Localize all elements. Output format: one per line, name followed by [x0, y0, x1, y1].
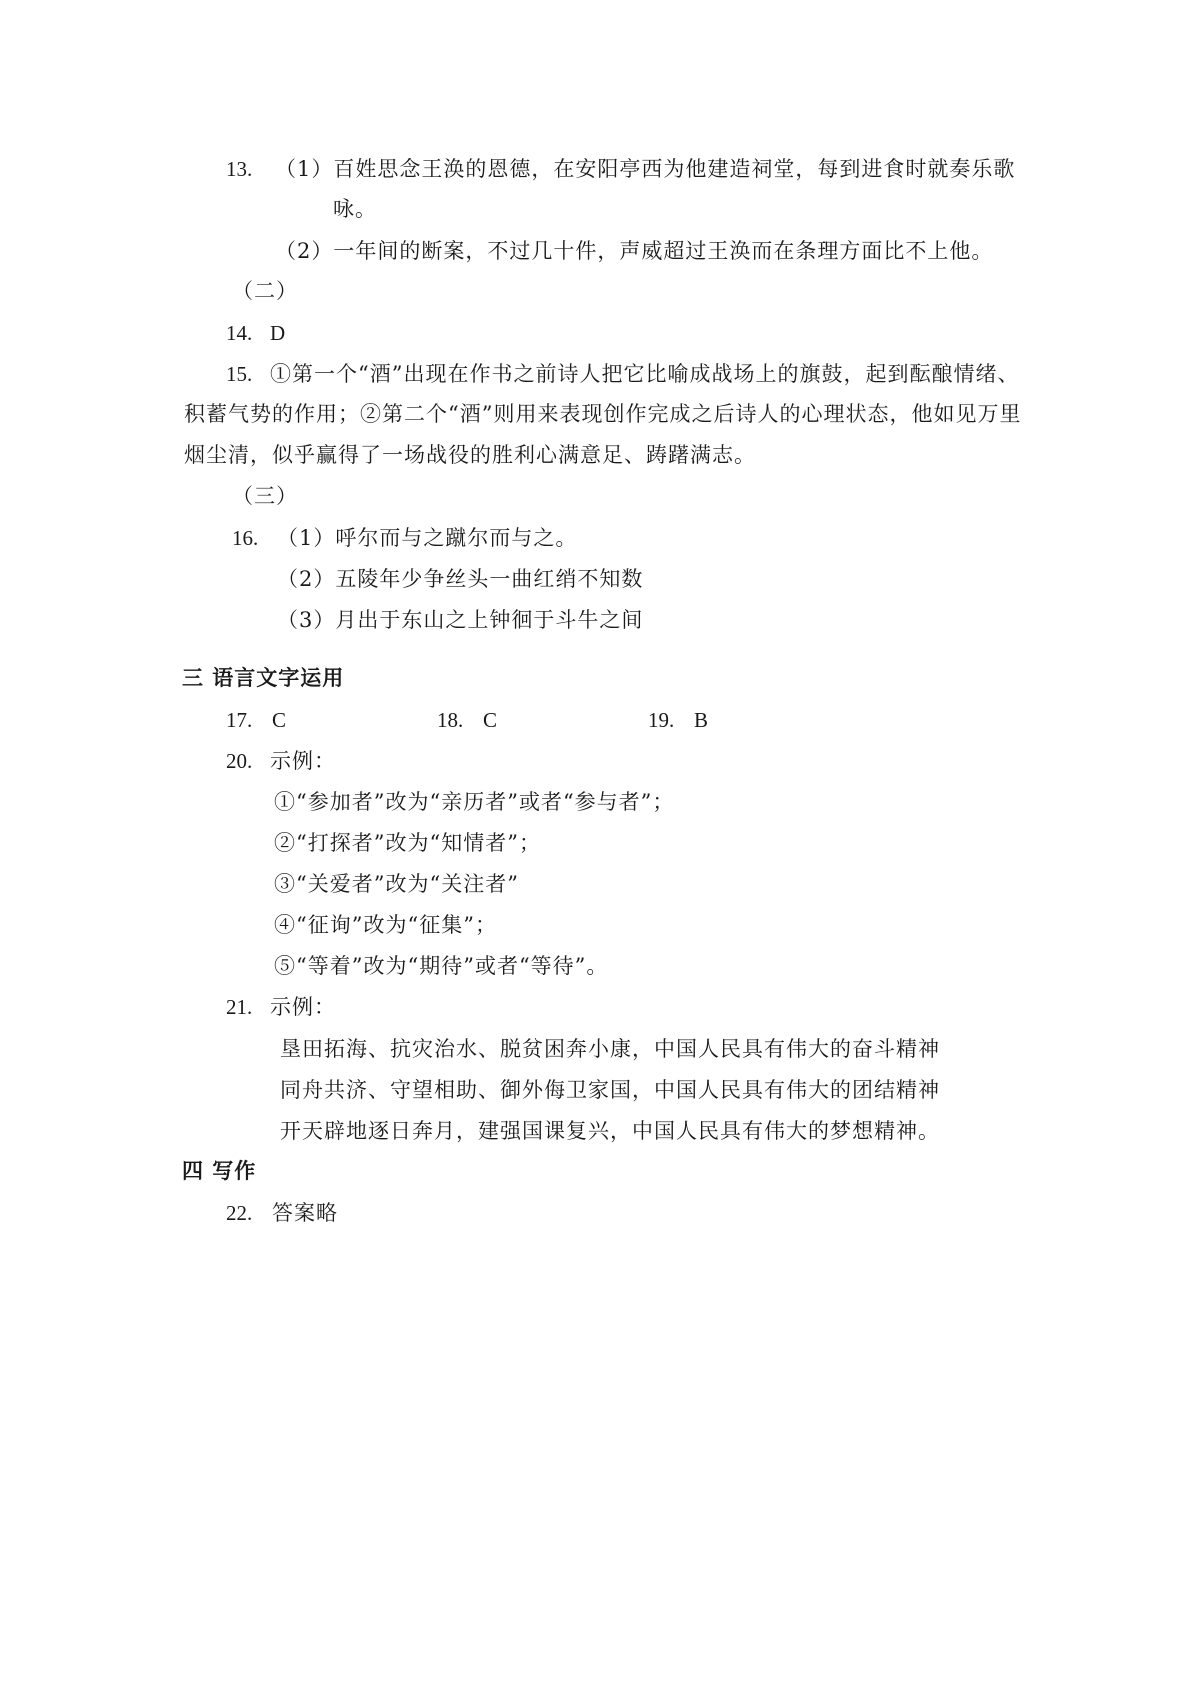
q17-answer: C: [272, 708, 288, 732]
subsection-3-heading: （三）: [232, 484, 298, 508]
q21-line-3: 开天辟地逐日奔月，建强国课复兴，中国人民具有伟大的梦想精神。: [280, 1119, 940, 1143]
part-3-heading: 三 语言文字运用: [182, 666, 345, 690]
question-number-13: 13.: [226, 157, 253, 181]
q13-answer-1-line1: （1）百姓思念王涣的恩德，在安阳亭西为他建造祠堂，每到进食时就奏乐歌: [275, 157, 1016, 181]
q15-answer-line1: ①第一个“酒”出现在作书之前诗人把它比喻成战场上的旗鼓，起到酝酿情绪、: [270, 362, 1020, 386]
question-number-18: 18.: [437, 708, 464, 732]
question-number-20: 20.: [226, 749, 253, 773]
q20-item-2: ②“打探者”改为“知情者”；: [274, 831, 541, 855]
q15-answer-line2: 积蓄气势的作用；②第二个“酒”则用来表现创作完成之后诗人的心理状态，他如见万里: [184, 402, 1022, 426]
q13-answer-1-line2: 咏。: [333, 197, 377, 221]
q15-answer-line3: 烟尘清，似乎赢得了一场战役的胜利心满意足、踌躇满志。: [184, 443, 756, 467]
q20-item-5: ⑤“等着”改为“期待”或者“等待”。: [274, 954, 609, 978]
q16-answer-2: （2）五陵年少争丝头一曲红绡不知数: [277, 567, 644, 591]
q20-item-1: ①“参加者”改为“亲历者”或者“参与者”；: [274, 790, 675, 814]
question-number-16: 16.: [232, 526, 259, 550]
q20-example-label: 示例：: [270, 749, 336, 773]
q16-answer-1: （1）呼尔而与之蹴尔而与之。: [277, 526, 578, 550]
question-number-14: 14.: [226, 321, 253, 345]
q20-item-3: ③“关爱者”改为“关注者”: [274, 872, 519, 896]
q21-line-2: 同舟共济、守望相助、御外侮卫家国，中国人民具有伟大的团结精神: [280, 1078, 940, 1102]
q22-answer: 答案略: [272, 1201, 338, 1225]
question-number-22: 22.: [226, 1201, 253, 1225]
q20-item-4: ④“征询”改为“征集”；: [274, 913, 497, 937]
q13-answer-2: （2）一年间的断案，不过几十件，声威超过王涣而在条理方面比不上他。: [275, 239, 994, 263]
part-4-heading: 四 写作: [182, 1159, 257, 1183]
q21-line-1: 垦田拓海、抗灾治水、脱贫困奔小康，中国人民具有伟大的奋斗精神: [280, 1037, 940, 1061]
q21-example-label: 示例：: [270, 995, 336, 1019]
q16-answer-3: （3）月出于东山之上钟徊于斗牛之间: [277, 608, 644, 632]
q14-answer: D: [270, 321, 287, 345]
subsection-2-heading: （二）: [232, 279, 298, 303]
question-number-19: 19.: [648, 708, 675, 732]
question-number-21: 21.: [226, 995, 253, 1019]
question-number-15: 15.: [226, 362, 253, 386]
question-number-17: 17.: [226, 708, 253, 732]
q19-answer: B: [694, 708, 710, 732]
q18-answer: C: [483, 708, 499, 732]
